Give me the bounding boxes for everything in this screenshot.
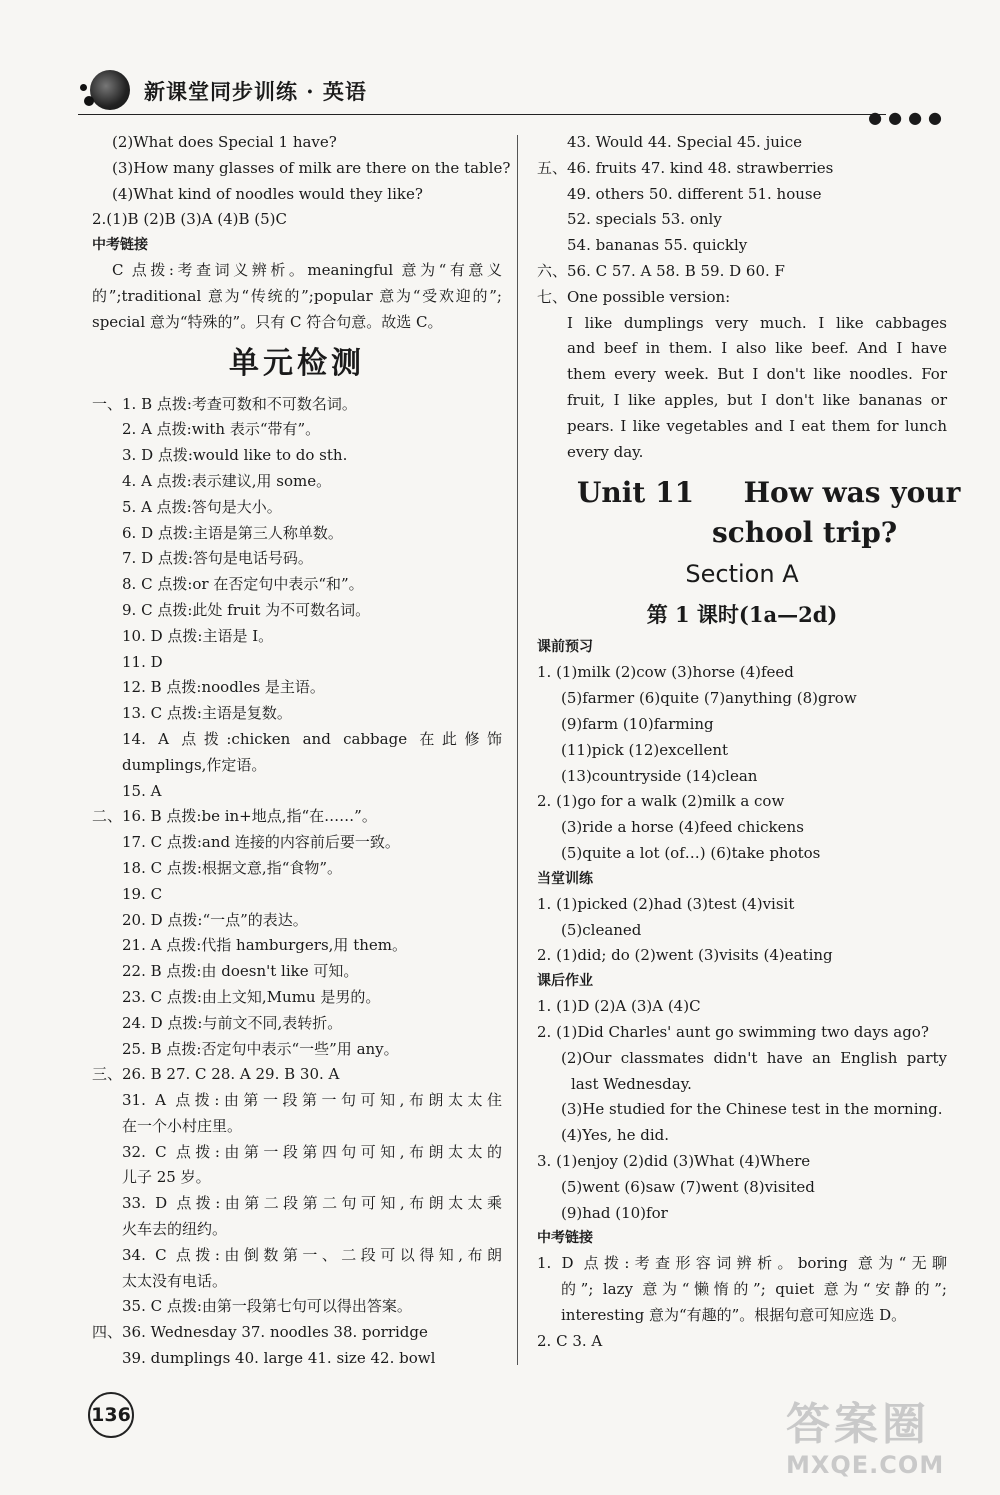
answer-line: 54. bananas 55. quickly [567,236,748,255]
subsection-heading: 课后作业 [537,973,593,990]
answer-line: special 意为“特殊的”。只有 C 符合句意。故选 C。 [92,312,443,331]
logo-dot-icon [80,84,87,91]
answer-line: 在一个小村庄里。 [122,1116,243,1135]
answer-line: 49. others 50. different 51. house [567,184,822,203]
answer-line: 39. dumplings 40. large 41. size 42. bowl [122,1349,436,1368]
column-divider [517,135,518,1365]
answer-line: 1. D 点拨:考查形容词辨析。boring 意为“无聊 [537,1254,947,1273]
unit-title-line2: school trip? [712,516,898,550]
answer-line: (2)What does Special 1 have? [112,133,337,151]
answer-line: 2. (1)go for a walk (2)milk a cow [537,792,785,811]
answer-line: 15. A [122,781,162,800]
header-rule [78,114,886,115]
answer-line: 的”; lazy 意为“懒惰的”; quiet 意为“安静的”; [561,1280,947,1299]
answer-line: 三、26. B 27. C 28. A 29. B 30. A [92,1065,340,1084]
unit-test-title: 单元检测 [229,345,365,381]
answer-line: 四、36. Wednesday 37. noodles 38. porridge [92,1323,428,1342]
answer-line: 18. C 点拨:根据文意,指“食物”。 [122,858,343,877]
answer-line: 14. A 点拨:chicken and cabbage 在此修饰 [122,729,502,748]
logo-dot-icon [84,96,94,106]
answer-line: I like dumplings very much. I like cabbages [567,313,947,332]
answer-line: 22. B 点拨:由 doesn't like 可知。 [122,962,359,981]
watermark [786,1400,986,1490]
answer-line: 4. A 点拨:表示建议,用 some。 [122,471,332,490]
answer-line: 25. B 点拨:否定句中表示“一些”用 any。 [122,1039,399,1058]
watermark-logo-text: 答案圈 [786,1399,930,1450]
answer-line: them every week. But I don't like noodles. For [567,365,947,384]
answer-line: interesting 意为“有趣的”。根据句意可知应选 D。 [561,1305,907,1324]
answer-line: 1. (1)picked (2)had (3)test (4)visit [537,894,795,913]
answer-line: 七、One possible version: [537,287,731,306]
answer-line: last Wednesday. [571,1074,692,1093]
answer-line: dumplings,作定语。 [122,755,267,774]
left-column [92,130,511,1372]
subsection-heading: 中考链接 [537,1230,593,1247]
right-column-exercises [537,635,947,1354]
answer-line: 23. C 点拨:由上文知,Mumu 是男的。 [122,987,381,1006]
answer-line: 一、1. B 点拨:考查可数和不可数名词。 [92,394,357,413]
answer-line: 2. C 3. A [537,1331,603,1350]
answer-line: 24. D 点拨:与前文不同,表转折。 [122,1013,343,1032]
answer-line: 9. C 点拨:此处 fruit 为不可数名词。 [122,600,371,619]
answer-line: 火车去的纽约。 [122,1220,228,1239]
answer-line: C 点拨:考查词义辨析。meaningful 意为“有意义 [112,261,502,280]
answer-line: 2.(1)B (2)B (3)A (4)B (5)C [92,210,287,229]
answer-line: 13. C 点拨:主语是复数。 [122,704,292,723]
answer-line: 17. C 点拨:and 连接的内容前后要一致。 [122,833,400,852]
answer-line: (5)cleaned [561,920,642,939]
answer-line: 五、46. fruits 47. kind 48. strawberries [537,158,834,177]
answer-line: 35. C 点拨:由第一段第七句可以得出答案。 [122,1297,412,1316]
right-column-answers [537,130,947,465]
answer-line: (3)ride a horse (4)feed chickens [561,818,804,837]
unit-title-line1: How was your [743,476,961,510]
answer-line: 的”;traditional 意为“传统的”;popular 意为“受欢迎的”; [92,286,502,305]
answer-line: 43. Would 44. Special 45. juice [567,133,802,151]
subsection-heading: 课前预习 [537,639,593,656]
answer-line: 12. B 点拨:noodles 是主语。 [122,678,325,697]
answer-line: pears. I like vegetables and I eat them for lunch [567,416,947,435]
answer-line: 10. D 点拨:主语是 I。 [122,626,274,645]
answer-line: 32. C 点拨:由第一段第四句可知,布朗太太的 [122,1142,502,1161]
answer-line: every day. [567,442,644,461]
answer-line: and beef in them. I also like beef. And I have [567,339,947,358]
unit-number: Unit 11 [577,476,695,510]
answer-line: 8. C 点拨:or 在否定句中表示“和”。 [122,575,364,594]
answer-line: (4)What kind of noodles would they like? [112,184,423,203]
answer-line: 2. (1)Did Charles' aunt go swimming two days ago? [537,1022,929,1041]
answer-line: 二、16. B 点拨:be in+地点,指“在……”。 [92,807,377,826]
right-column [537,130,961,1354]
subsection-heading: 当堂训练 [537,870,593,887]
answer-line: 3. D 点拨:would like to do sth. [122,446,348,465]
answer-line: (4)Yes, he did. [561,1126,670,1145]
answer-line: 2. (1)did; do (2)went (3)visits (4)eating [537,946,833,965]
watermark-url: MXQE.COM [786,1451,945,1479]
answer-line: 52. specials 53. only [567,210,722,229]
answer-line: (11)pick (12)excellent [561,740,729,759]
unit-heading-line2 [537,513,947,553]
answer-line: (3)How many glasses of milk are there on the table? [112,158,511,177]
answer-line: (5)quite a lot (of…) (6)take photos [561,843,821,862]
answer-line: 31. A 点拨:由第一段第一句可知,布朗太太住 [122,1091,502,1110]
page-number: 136 [88,1392,134,1438]
answer-line: 5. A 点拨:答句是大小。 [122,497,282,516]
answer-line: (3)He studied for the Chinese test in the morning. [561,1100,943,1119]
subsection-heading: 中考链接 [92,237,148,254]
book-logo-icon [90,70,130,110]
header-title: 新课堂同步训练 · 英语 [144,79,367,104]
answer-line: (9)had (10)for [561,1203,668,1222]
answer-line: 34. C 点拨:由倒数第一、二段可以得知,布朗 [122,1245,502,1264]
unit-heading-line1 [537,473,961,513]
answer-line: 20. D 点拨:“一点”的表达。 [122,910,308,929]
answer-line: 11. D [122,652,163,671]
answer-line: 19. C [122,884,163,903]
answer-line: 太太没有电话。 [122,1271,228,1290]
answer-line: (5)went (6)saw (7)went (8)visited [561,1177,815,1196]
lesson-title: 第 1 课时(1a—2d) [646,602,838,628]
answer-line: 六、56. C 57. A 58. B 59. D 60. F [537,261,785,280]
answer-line: 7. D 点拨:答句是电话号码。 [122,549,313,568]
header-dots-decoration: ●●●● [868,108,948,127]
answer-line: fruit, I like apples, but I don't like bananas or [567,390,947,409]
answer-line: (2)Our classmates didn't have an English party [561,1048,947,1067]
answer-line: (13)countryside (14)clean [561,766,758,785]
answer-line: 2. A 点拨:with 表示“带有”。 [122,420,321,439]
answer-line: 1. (1)milk (2)cow (3)horse (4)feed [537,663,794,682]
page-header [78,66,948,127]
answer-line: 6. D 点拨:主语是第三人称单数。 [122,523,343,542]
answer-line: 21. A 点拨:代指 hamburgers,用 them。 [122,936,407,955]
answer-line: 33. D 点拨:由第二段第二句可知,布朗太太乘 [122,1194,502,1213]
section-title: Section A [685,560,799,589]
answer-line: 3. (1)enjoy (2)did (3)What (4)Where [537,1151,811,1170]
answer-line: (9)farm (10)farming [561,714,714,733]
answer-line: 儿子 25 岁。 [122,1168,211,1187]
answer-line: (5)farmer (6)quite (7)anything (8)grow [561,689,857,708]
answer-line: 1. (1)D (2)A (3)A (4)C [537,997,701,1016]
